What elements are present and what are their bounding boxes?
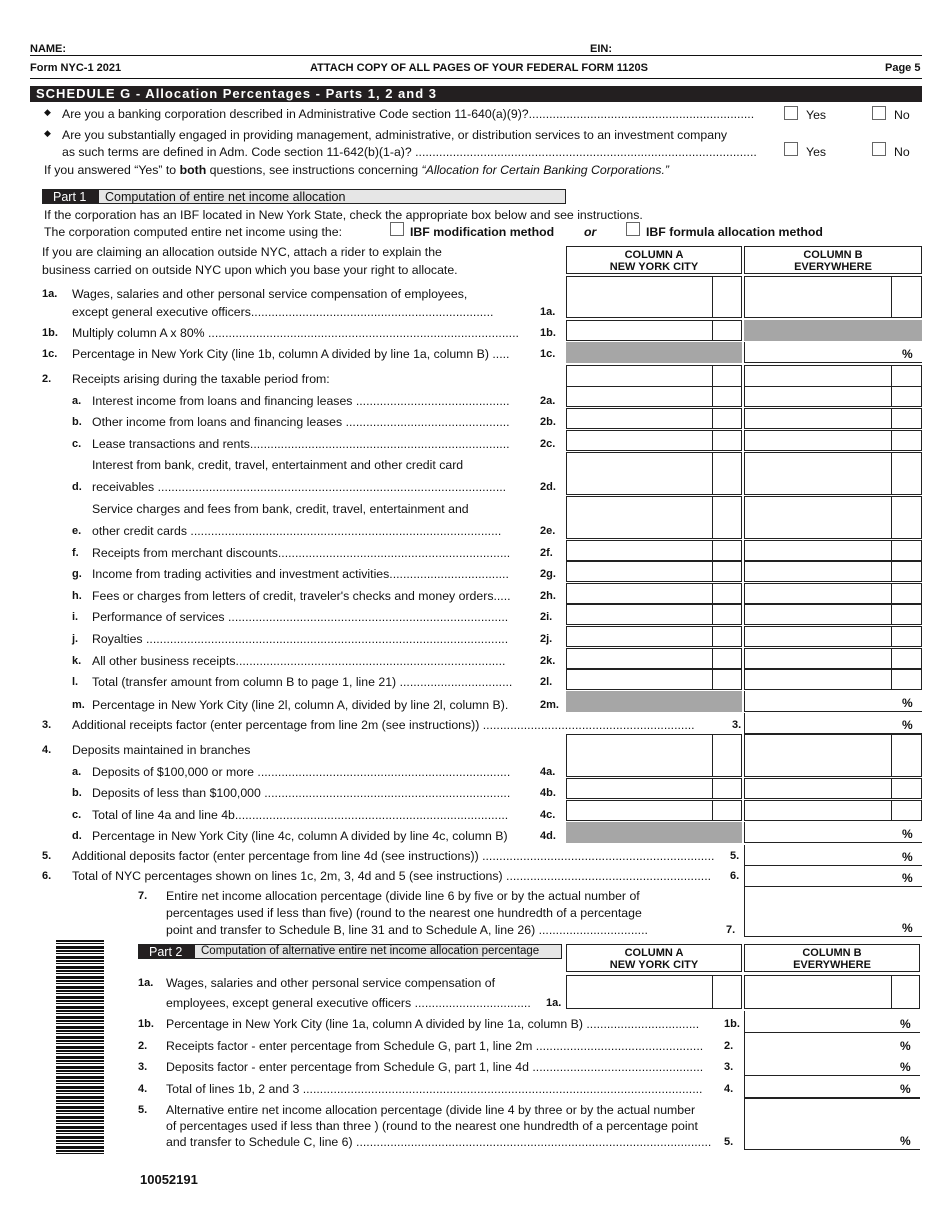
line-2e-text-cont: other credit cards ........................................................................................... — [92, 524, 502, 538]
line-number: 1c. — [42, 348, 58, 360]
col-a-cents[interactable] — [712, 320, 742, 341]
col-b-cents[interactable] — [891, 583, 922, 604]
line-number: 1a. — [42, 288, 58, 300]
line-4d-text: Percentage in New York City (line 4c, column A divided by line 4c, column B) — [92, 829, 508, 843]
line-1a-text-cont: except general executive officers....................................................................... — [72, 305, 494, 319]
schedule-title: SCHEDULE G - Allocation Percentages - Parts 1, 2 and 3 — [36, 86, 438, 101]
p2-1a-col-b-input[interactable] — [744, 975, 892, 1009]
line-4b-text: Deposits of less than $100,000 ........................................................................ — [92, 786, 511, 800]
line-number: 5. — [138, 1104, 148, 1116]
line-7-text: Entire net income allocation percentage (divide line 6 by five or by the actual number of — [166, 889, 640, 903]
line-1a-text: Wages, salaries and other personal service compensation of employees, — [72, 287, 468, 301]
line-6-text: Total of NYC percentages shown on lines 1c, 2m, 3, 4d and 5 (see instructions) ............................................................ — [72, 869, 712, 883]
col-b-cents[interactable] — [891, 626, 922, 647]
col-a-input[interactable] — [566, 320, 713, 341]
line-number: 1a. — [138, 977, 154, 989]
percent-input[interactable] — [744, 1033, 920, 1055]
line-letter: b. — [72, 787, 82, 799]
line-letter: e. — [72, 525, 82, 537]
line-number: 6. — [42, 870, 52, 882]
p2-line-5-text: Alternative entire net income allocation percentage (divide line 4 by three or by the actual number — [166, 1103, 696, 1117]
line-ref: 4b. — [540, 787, 556, 799]
banking-no-checkbox[interactable] — [872, 106, 886, 120]
percent-input[interactable] — [744, 342, 922, 363]
col-b-cents[interactable] — [891, 648, 922, 669]
form-id: Form NYC-1 2021 — [30, 62, 122, 74]
barcode-image — [56, 940, 104, 1155]
line-letter: h. — [72, 590, 82, 602]
percent-sign: % — [900, 1017, 911, 1031]
line-ref: 4. — [724, 1083, 734, 1095]
col-b-cents[interactable] — [891, 430, 922, 451]
col-b-cents[interactable] — [891, 669, 922, 690]
col-a-cents[interactable] — [712, 561, 742, 582]
col-b-input[interactable] — [744, 386, 892, 407]
col-a-input[interactable] — [566, 540, 713, 561]
ibf-method-prompt: The corporation computed entire net income using the: — [44, 225, 343, 239]
p2-1a-col-a-input[interactable] — [566, 975, 713, 1009]
ibf-formula-label: IBF formula allocation method — [646, 225, 823, 239]
percent-sign: % — [900, 1060, 911, 1074]
name-label: NAME: — [30, 43, 67, 55]
col-a-cents[interactable] — [712, 452, 742, 495]
line-7-text-cont: point and transfer to Schedule B, line 31 and to Schedule A, line 26) ................................ — [166, 923, 648, 937]
name-line — [30, 55, 922, 56]
ibf-formula-checkbox[interactable] — [626, 222, 640, 236]
line-letter: l. — [72, 676, 79, 688]
line-letter: c. — [72, 809, 82, 821]
part2-column-b-header: COLUMN B EVERYWHERE — [744, 944, 920, 972]
line-number: 4. — [42, 744, 52, 756]
col-b-input[interactable] — [744, 778, 892, 799]
col-b-input[interactable] — [744, 430, 892, 451]
part1-header — [42, 189, 566, 204]
col-b-input[interactable] — [744, 604, 892, 625]
col-a-cents[interactable] — [712, 386, 742, 407]
col-a-input[interactable] — [566, 430, 713, 451]
line-letter: d. — [72, 481, 82, 493]
col-b-cents[interactable] — [891, 540, 922, 561]
col-a-cents[interactable] — [712, 626, 742, 647]
percent-input[interactable] — [744, 1098, 920, 1150]
col-b-cents[interactable] — [891, 496, 922, 539]
part1-title: Computation of entire net income allocation — [105, 190, 346, 204]
percent-sign: % — [900, 1134, 911, 1148]
col-a-cents[interactable] — [712, 276, 742, 318]
rider-note-line2: business carried on outside NYC upon which you base your right to allocate. — [42, 263, 458, 277]
percent-sign: % — [902, 718, 913, 732]
line-2e-text: Service charges and fees from bank, credit, travel, entertainment and — [92, 502, 469, 516]
col-a-cents[interactable] — [712, 408, 742, 429]
line-number: 2. — [42, 373, 52, 385]
line-4c-text: Total of line 4a and line 4b................................................................................ — [92, 808, 509, 822]
col-a-input[interactable] — [566, 561, 713, 582]
investment-no-checkbox[interactable] — [872, 142, 886, 156]
line-ref: 5. — [724, 1136, 734, 1148]
col-b-input[interactable] — [744, 561, 892, 582]
percent-sign: % — [900, 1039, 911, 1053]
percent-input[interactable] — [744, 713, 922, 734]
line-ref: 5. — [730, 850, 740, 862]
line-ref: 3. — [732, 719, 742, 731]
percent-sign: % — [900, 1082, 911, 1096]
col-a-cents[interactable] — [712, 669, 742, 690]
line-ref: 2. — [724, 1040, 734, 1052]
percent-input[interactable] — [744, 866, 922, 887]
line-number: 2. — [138, 1040, 148, 1052]
banking-yes-checkbox[interactable] — [784, 106, 798, 120]
line-ref: 1a. — [546, 997, 562, 1009]
col-b-shaded — [744, 320, 922, 341]
col-b-cents[interactable] — [891, 604, 922, 625]
col-b-cents[interactable] — [891, 386, 922, 407]
line-7-text-cont: percentages used if less than five) (round to the nearest one hundredth of a percentage — [166, 906, 642, 920]
line-2c-text: Lease transactions and rents............................................................................ — [92, 437, 510, 451]
col-a-input[interactable] — [566, 583, 713, 604]
line-number: 3. — [42, 719, 52, 731]
line-letter: j. — [72, 633, 79, 645]
percent-input[interactable] — [744, 691, 922, 712]
part2-tag: Part 2 — [149, 945, 183, 959]
line-ref: 2b. — [540, 416, 556, 428]
part1-tag: Part 1 — [53, 190, 87, 204]
col-b-input[interactable] — [744, 540, 892, 561]
percent-sign: % — [902, 696, 913, 710]
p2-line-1a-text-cont: employees, except general executive officers .................................. — [166, 996, 531, 1010]
col-b-input[interactable] — [744, 496, 892, 539]
line-2m-text: Percentage in New York City (line 2l, column A, divided by line 2l, column B). — [92, 698, 509, 712]
line-2f-text: Receipts from merchant discounts.................................................................... — [92, 546, 511, 560]
percent-input[interactable] — [744, 1076, 920, 1098]
percent-sign: % — [902, 850, 913, 864]
line-1b-text: Multiply column A x 80% ........................................................................................... — [72, 326, 519, 340]
line-2b-text: Other income from loans and financing leases ................................................ — [92, 415, 510, 429]
col-a-input[interactable] — [566, 386, 713, 407]
p2-1a-col-a-cents[interactable] — [712, 975, 742, 1009]
bullet-icon: ◆ — [44, 107, 51, 117]
col-b-cents[interactable] — [891, 778, 922, 799]
line-number: 1b. — [42, 327, 58, 339]
line-number: 1b. — [138, 1018, 154, 1030]
col-b-input[interactable] — [744, 583, 892, 604]
question-investment-line2: as such terms are defined in Adm. Code section 11-642(b)(1-a)? .................................................................................................... — [62, 145, 757, 159]
line-2h-text: Fees or charges from letters of credit, traveler's checks and money orders..... — [92, 589, 511, 603]
ibf-modification-label: IBF modification method — [410, 225, 555, 239]
ibf-modification-checkbox[interactable] — [390, 222, 404, 236]
line-ref: 2m. — [540, 699, 559, 711]
percent-sign: % — [902, 921, 913, 935]
col-a-input[interactable] — [566, 408, 713, 429]
p2-line-3-text: Deposits factor - enter percentage from Schedule G, part 1, line 4d .................................................. — [166, 1060, 704, 1074]
line-letter: f. — [72, 547, 79, 559]
col-b-cents[interactable] — [891, 800, 922, 821]
line-ref: 4c. — [540, 809, 556, 821]
p2-line-5-text-cont: of percentages used if less than three ) (round to the nearest one hundredth of a percentage point — [166, 1119, 698, 1133]
percent-input[interactable] — [744, 1054, 920, 1076]
form-code: 10052191 — [140, 1172, 198, 1187]
col-a-input[interactable] — [566, 669, 713, 690]
line-letter: c. — [72, 438, 82, 450]
percent-sign: % — [902, 347, 913, 361]
col-a-input[interactable] — [566, 626, 713, 647]
banking-note: If you answered “Yes” to both questions, see instructions concerning “Allocation for Certain Banking Corporations.” — [44, 163, 669, 177]
col-a-shaded — [566, 822, 742, 843]
line-ref: 6. — [730, 870, 740, 882]
col-b-input[interactable] — [744, 408, 892, 429]
col-a-shaded — [566, 342, 742, 363]
col-b-input[interactable] — [744, 800, 892, 821]
line-ref: 4d. — [540, 830, 556, 842]
line-ref: 2h. — [540, 590, 556, 602]
attach-note: ATTACH COPY OF ALL PAGES OF YOUR FEDERAL FORM 1120S — [310, 62, 648, 74]
line-ref: 2f. — [540, 547, 553, 559]
banking-yes-label: Yes — [806, 108, 827, 122]
line-ref: 2j. — [540, 633, 553, 645]
col-a-cents[interactable] — [712, 604, 742, 625]
line-letter: i. — [72, 611, 79, 623]
p2-line-2-text: Receipts factor - enter percentage from Schedule G, part 1, line 2m ................................................. — [166, 1039, 704, 1053]
p2-line-4-text: Total of lines 1b, 2 and 3 ..................................................................................................................... — [166, 1082, 703, 1096]
col-a-input[interactable] — [566, 276, 713, 318]
ibf-instruction: If the corporation has an IBF located in New York State, check the appropriate box below and see instructions. — [44, 208, 643, 222]
line-number: 5. — [42, 850, 52, 862]
percent-input[interactable] — [744, 1011, 920, 1033]
line-letter: g. — [72, 568, 82, 580]
col-b-cents[interactable] — [891, 276, 922, 318]
line-ref: 4a. — [540, 766, 556, 778]
line-letter: b. — [72, 416, 82, 428]
p2-line-5-text-cont: and transfer to Schedule C, line 6) ........................................................................................................ — [166, 1135, 712, 1149]
line-ref: 2d. — [540, 481, 556, 493]
rider-note-line1: If you are claiming an allocation outside NYC, attach a rider to explain the — [42, 245, 442, 259]
part2-title: Computation of alternative entire net income allocation percentage — [201, 945, 540, 957]
line-2l-text: Total (transfer amount from column B to page 1, line 21) ................................. — [92, 675, 513, 689]
col-b-input[interactable] — [744, 669, 892, 690]
line-number: 7. — [138, 890, 148, 902]
part2-column-a-header: COLUMN A NEW YORK CITY — [566, 944, 742, 972]
col-b-cents[interactable] — [891, 408, 922, 429]
line-ref: 2g. — [540, 568, 556, 580]
percent-input[interactable] — [744, 887, 922, 937]
line-4-text: Deposits maintained in branches — [72, 743, 251, 757]
col-a-cents[interactable] — [712, 648, 742, 669]
schedule-title-bar — [30, 86, 922, 102]
part2-header — [138, 944, 562, 959]
line-2d-text: Interest from bank, credit, travel, entertainment and other credit card — [92, 458, 464, 472]
question-investment-line1: Are you substantially engaged in providing management, administrative, or distribution services to an investment company — [62, 128, 728, 142]
col-a-input[interactable] — [566, 800, 713, 821]
ein-label: EIN: — [590, 43, 612, 55]
part1-column-b-header: COLUMN B EVERYWHERE — [744, 246, 922, 274]
p2-line-1b-text: Percentage in New York City (line 1a, column A divided by line 1a, column B) ................................. — [166, 1017, 700, 1031]
col-a-input[interactable] — [566, 648, 713, 669]
bullet-icon: ◆ — [44, 128, 51, 138]
line-2k-text: All other business receipts............................................................................... — [92, 654, 506, 668]
col-a-cents[interactable] — [712, 583, 742, 604]
line-ref: 2k. — [540, 655, 556, 667]
col-b-cents[interactable] — [891, 561, 922, 582]
line-ref: 7. — [726, 924, 736, 936]
line-letter: m. — [72, 699, 85, 711]
col-a-input[interactable] — [566, 496, 713, 539]
col-a-shaded — [566, 691, 742, 712]
header-divider — [30, 78, 922, 79]
line-ref: 1b. — [724, 1018, 740, 1030]
col-b-input[interactable] — [744, 648, 892, 669]
col-a-cents[interactable] — [712, 800, 742, 821]
question-banking: Are you a banking corporation described in Administrative Code section 11-640(a)(9)?.................................................................. — [62, 107, 755, 121]
line-ref: 1c. — [540, 348, 556, 360]
line-4a-text: Deposits of $100,000 or more .......................................................................... — [92, 765, 511, 779]
line-5-text: Additional deposits factor (enter percentage from line 4d (see instructions)) .................................................................... — [72, 849, 715, 863]
line-ref: 2e. — [540, 525, 556, 537]
col-a-cents[interactable] — [712, 734, 742, 777]
line-2d-text-cont: receivables ...................................................................................................... — [92, 480, 507, 494]
col-b-input[interactable] — [744, 452, 892, 495]
line-ref: 3. — [724, 1061, 734, 1073]
line-ref: 2l. — [540, 676, 553, 688]
col-a-cents[interactable] — [712, 778, 742, 799]
p2-line-1a-text: Wages, salaries and other personal service compensation of — [166, 976, 496, 990]
line-2g-text: Income from trading activities and investment activities................................... — [92, 567, 509, 581]
line-2i-text: Performance of services .................................................................................. — [92, 610, 509, 624]
part1-column-a-header: COLUMN A NEW YORK CITY — [566, 246, 742, 274]
col-a-input[interactable] — [566, 604, 713, 625]
line-ref: 2c. — [540, 438, 556, 450]
page-number: Page 5 — [885, 62, 921, 74]
col-b-input[interactable] — [744, 734, 892, 777]
line-ref: 2i. — [540, 611, 553, 623]
line-2-text: Receipts arising during the taxable period from: — [72, 372, 330, 386]
line-ref: 1b. — [540, 327, 556, 339]
col-a-cents[interactable] — [712, 540, 742, 561]
percent-sign: % — [902, 871, 913, 885]
line-3-text: Additional receipts factor (enter percentage from line 2m (see instructions)) .............................................................. — [72, 718, 695, 732]
col-a-cents[interactable] — [712, 496, 742, 539]
col-a-input[interactable] — [566, 778, 713, 799]
col-a-cents[interactable] — [712, 430, 742, 451]
p2-1a-col-b-cents[interactable] — [891, 975, 920, 1009]
percent-sign: % — [902, 827, 913, 841]
percent-input[interactable] — [744, 822, 922, 843]
investment-yes-checkbox[interactable] — [784, 142, 798, 156]
line-ref: 1a. — [540, 306, 556, 318]
line-number: 3. — [138, 1061, 148, 1073]
or-label: or — [584, 225, 597, 239]
percent-input[interactable] — [744, 845, 922, 866]
line-2a-text: Interest income from loans and financing leases ............................................. — [92, 394, 510, 408]
line-letter: a. — [72, 395, 82, 407]
line-1c-text: Percentage in New York City (line 1b, column A divided by line 1a, column B) ..... — [72, 347, 510, 361]
line-number: 4. — [138, 1083, 148, 1095]
col-b-cents[interactable] — [891, 452, 922, 495]
line-letter: a. — [72, 766, 82, 778]
line-letter: d. — [72, 830, 82, 842]
investment-yes-label: Yes — [806, 145, 827, 159]
col-b-cents[interactable] — [891, 734, 922, 777]
col-a-input[interactable] — [566, 452, 713, 495]
line-2j-text: Royalties .......................................................................................................... — [92, 632, 509, 646]
line-ref: 2a. — [540, 395, 556, 407]
col-a-input[interactable] — [566, 734, 713, 777]
col-b-input[interactable] — [744, 276, 892, 318]
col-b-input[interactable] — [744, 626, 892, 647]
banking-no-label: No — [894, 108, 910, 122]
investment-no-label: No — [894, 145, 910, 159]
line-letter: k. — [72, 655, 82, 667]
